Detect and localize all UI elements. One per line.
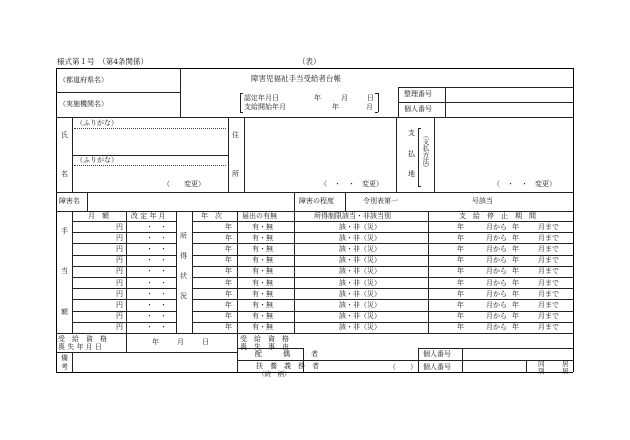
income-year-cell: 年	[225, 300, 232, 309]
payment-start-label: 支給開始年月	[244, 103, 286, 111]
suspension-period-cell: 月まで	[538, 222, 559, 231]
income-limit-cell: 該・非（災）	[339, 323, 381, 332]
income-year-cell: 年	[225, 289, 232, 298]
notification-cell: 有・無	[252, 233, 273, 242]
year-unit: 年	[152, 338, 159, 346]
loss-date-label: 喪 失 年 月 日	[58, 343, 102, 351]
notification-cell: 有・無	[252, 267, 273, 276]
suspension-period-cell: 月から	[486, 222, 507, 231]
divider	[72, 221, 176, 222]
payment-method-label: （支払方法）	[421, 132, 430, 171]
income-limit-cell: 該・非（災）	[339, 267, 381, 276]
suspension-period-cell: 月まで	[538, 312, 559, 321]
furigana-rule	[74, 128, 226, 129]
supporter-personal-number-label: 個人番号	[423, 363, 451, 371]
suspension-period-cell: 月から	[486, 233, 507, 242]
suspension-period-cell: 月から	[486, 244, 507, 253]
suspension-period-cell: 年	[512, 222, 519, 231]
notification-cell: 有・無	[252, 312, 273, 321]
divider	[345, 192, 346, 211]
suspension-period-cell: 月まで	[538, 244, 559, 253]
revision-date-cell: ・ ・	[146, 300, 167, 309]
suspension-period-cell: 年	[512, 312, 519, 321]
name-label: 氏	[61, 131, 68, 139]
notification-cell: 有・無	[252, 222, 273, 231]
suspension-period-cell: 年	[512, 244, 519, 253]
divider	[294, 192, 295, 211]
revision-date-cell: ・ ・	[146, 278, 167, 287]
bracket	[240, 112, 243, 113]
supporter-label: 扶 養 義 務 者	[256, 362, 319, 370]
notification-cell: 有・無	[252, 323, 273, 332]
divider	[428, 211, 429, 333]
revision-date-cell: ・ ・	[146, 222, 167, 231]
suspension-period-cell: 年	[457, 312, 464, 321]
monthly-amount-cell: 円	[116, 244, 123, 253]
remarks-field[interactable]	[73, 353, 237, 372]
divider	[192, 221, 573, 222]
bracket	[418, 186, 421, 187]
notification-cell: 有・無	[252, 278, 273, 287]
suspension-period-cell: 年	[457, 233, 464, 242]
year-unit: 年	[314, 94, 321, 102]
suspension-period-cell: 年	[512, 323, 519, 332]
payment-place-label: 払	[408, 150, 415, 158]
income-limit-cell: 該・非（災）	[339, 233, 381, 242]
border-bottom	[56, 372, 573, 373]
income-year-cell: 年	[225, 267, 232, 276]
month-unit: 月	[366, 103, 373, 111]
divider	[180, 68, 181, 117]
item-suffix: 号該当	[472, 197, 493, 205]
monthly-amount-cell: 円	[116, 289, 123, 298]
income-side-label: 状	[180, 272, 187, 280]
suspension-period-cell: 年	[457, 300, 464, 309]
income-side-label: 得	[180, 252, 187, 260]
divider	[228, 117, 229, 192]
revision-date-cell: ・ ・	[146, 312, 167, 321]
monthly-amount-cell: 円	[116, 267, 123, 276]
row-rule	[72, 277, 176, 278]
suspension-period-cell: 年	[512, 267, 519, 276]
allowance-side-label: 手	[61, 227, 68, 235]
income-side-label: 所	[180, 232, 187, 240]
suspension-period-cell: 年	[512, 278, 519, 287]
income-limit-cell: 該・非（災）	[339, 312, 381, 321]
income-limit-cell: 該・非（災）	[339, 289, 381, 298]
day-unit: 日	[202, 338, 209, 346]
monthly-amount-cell: 円	[116, 233, 123, 242]
disability-degree-label: 障害の程度	[299, 197, 334, 205]
furigana-label: （ふりがな）	[76, 119, 118, 127]
day-unit: 日	[367, 94, 374, 102]
separate-label: 別	[538, 367, 545, 375]
monthly-amount-cell: 円	[116, 222, 123, 231]
payment-place-label: 地	[408, 170, 415, 178]
revision-date-cell: ・ ・	[146, 233, 167, 242]
income-limit-cell: 該・非（災）	[339, 278, 381, 287]
border-top	[56, 68, 573, 69]
divider	[237, 211, 238, 333]
notification-cell: 有・無	[252, 300, 273, 309]
payment-place-label: 支	[408, 129, 415, 137]
divider	[294, 211, 295, 333]
separate-label: 居	[562, 367, 569, 375]
divider	[418, 348, 419, 372]
suspension-period-cell: 月から	[486, 312, 507, 321]
income-year-cell: 年	[225, 256, 232, 265]
border-right	[573, 68, 574, 372]
reference-number-field[interactable]	[446, 88, 573, 102]
income-year-cell: 年	[225, 278, 232, 287]
suspension-period-cell: 月から	[486, 267, 507, 276]
revision-date-cell: ・ ・	[146, 256, 167, 265]
col-notification: 届出の有無	[242, 212, 277, 220]
suspension-period-cell: 年	[457, 256, 464, 265]
suspension-period-cell: 月から	[486, 256, 507, 265]
suspension-period-cell: 月まで	[538, 278, 559, 287]
notification-cell: 有・無	[252, 289, 273, 298]
name-field[interactable]	[73, 130, 228, 154]
income-limit-cell: 該・非（災）	[339, 222, 381, 231]
cohabiting-label: 同	[538, 360, 545, 368]
remarks-label: 備	[61, 354, 68, 362]
income-year-cell: 年	[225, 233, 232, 242]
income-year-cell: 年	[225, 222, 232, 231]
suspension-period-cell: 月から	[486, 278, 507, 287]
bracket	[375, 112, 378, 113]
form-side-label: （表）	[298, 57, 321, 66]
suspension-period-cell: 月まで	[538, 267, 559, 276]
suspension-period-cell: 月まで	[538, 300, 559, 309]
divider	[396, 117, 397, 192]
suspension-period-cell: 年	[457, 289, 464, 298]
ledger-title: 障害児福祉手当受給者台帳	[251, 74, 341, 83]
payment-change-note: （ ・ ・ 変更）	[493, 180, 556, 188]
col-year: 年 次	[201, 212, 222, 220]
divider	[72, 211, 73, 333]
suspension-period-cell: 月まで	[538, 323, 559, 332]
spouse-personal-number-label: 個人番号	[423, 350, 451, 358]
loss-reason-label: 受 給 資 格	[240, 335, 289, 343]
suspension-period-cell: 月から	[486, 300, 507, 309]
month-unit: 月	[177, 338, 184, 346]
prefecture-label: （都道府県名）	[59, 76, 108, 84]
monthly-amount-cell: 円	[116, 278, 123, 287]
suspension-period-cell: 年	[457, 323, 464, 332]
revision-date-cell: ・ ・	[146, 323, 167, 332]
suspension-period-cell: 月から	[486, 323, 507, 332]
revision-date-cell: ・ ・	[146, 244, 167, 253]
address-label: 所	[232, 170, 239, 178]
month-unit: 月	[341, 94, 348, 102]
suspension-period-cell: 年	[457, 267, 464, 276]
cohabiting-label: 居	[562, 360, 569, 368]
income-limit-cell: 該・非（災）	[339, 244, 381, 253]
payment-place-field[interactable]	[435, 118, 573, 178]
suspension-period-cell: 年	[512, 256, 519, 265]
suspension-period-cell: 月まで	[538, 256, 559, 265]
address-change-note: （ ・ ・ 変更）	[320, 180, 383, 188]
suspension-period-cell: 年	[512, 289, 519, 298]
loss-date-label: 受 給 資 格	[58, 335, 107, 343]
bracket	[240, 93, 241, 112]
divider	[462, 348, 463, 372]
revision-date-cell: ・ ・	[146, 289, 167, 298]
furigana-label: （ふりがな）	[76, 156, 118, 164]
divider	[237, 333, 238, 372]
suspension-period-cell: 年	[457, 278, 464, 287]
divider	[56, 92, 180, 93]
divider	[418, 348, 573, 349]
col-income-limit: 所得制限該当・非該当別	[314, 212, 391, 220]
allowance-side-label: 額	[61, 308, 68, 316]
address-field[interactable]	[245, 118, 396, 178]
suspension-period-cell: 年	[457, 244, 464, 253]
name-change-note: （ 変更）	[163, 180, 205, 188]
col-revision-date: 改 定 年 月	[131, 212, 166, 220]
suspension-period-cell: 月から	[486, 289, 507, 298]
suspension-period-cell: 年	[457, 222, 464, 231]
personal-number-field[interactable]	[446, 103, 573, 117]
suspension-period-cell: 年	[512, 300, 519, 309]
allowance-side-label: 当	[61, 267, 68, 275]
loss-reason-field[interactable]	[304, 334, 573, 348]
divider	[176, 211, 177, 333]
disability-name-label: 障害名	[59, 197, 80, 205]
col-suspension-period: 支 給 停 止 期 間	[459, 212, 536, 220]
col-monthly-amount: 月 額	[88, 212, 109, 220]
divider	[526, 360, 527, 372]
loss-reason-label: 喪 失 事 由	[240, 343, 289, 351]
border-left	[56, 68, 57, 372]
cert-date-label: 認定年月日	[244, 94, 279, 102]
suspension-period-cell: 月まで	[538, 289, 559, 298]
agency-label: （実施機関名）	[59, 100, 108, 108]
divider	[418, 128, 419, 186]
furigana-rule	[74, 165, 226, 166]
monthly-amount-cell: 円	[116, 312, 123, 321]
bracket	[375, 93, 378, 94]
name-label: 名	[61, 170, 68, 178]
relation-field: （ ）	[389, 363, 417, 371]
form-number: 様式第１号 （第4条関係）	[57, 57, 149, 66]
bracket	[418, 128, 421, 129]
suspension-period-cell: 月まで	[538, 233, 559, 242]
personal-number-label: 個人番号	[404, 105, 432, 113]
table-reference: 令別表第一	[363, 197, 398, 205]
income-limit-cell: 該・非（災）	[339, 256, 381, 265]
income-year-cell: 年	[225, 312, 232, 321]
relation-label: （続 柄）	[258, 370, 291, 378]
remarks-label: 考	[61, 363, 68, 371]
monthly-amount-cell: 円	[116, 300, 123, 309]
divider	[237, 360, 573, 361]
revision-date-cell: ・ ・	[146, 267, 167, 276]
spouse-label: 配 偶 者	[255, 350, 318, 358]
address-label: 住	[232, 131, 239, 139]
row-rule	[192, 277, 573, 278]
income-limit-cell: 該・非（災）	[339, 300, 381, 309]
disability-name-field[interactable]	[88, 193, 294, 211]
divider	[192, 211, 193, 333]
income-side-label: 況	[180, 292, 187, 300]
suspension-period-cell: 年	[512, 233, 519, 242]
monthly-amount-cell: 円	[116, 323, 123, 332]
bracket	[240, 93, 243, 94]
divider	[126, 211, 127, 333]
monthly-amount-cell: 円	[116, 256, 123, 265]
income-year-cell: 年	[225, 323, 232, 332]
notification-cell: 有・無	[252, 256, 273, 265]
reference-number-label: 整理番号	[404, 90, 432, 98]
income-year-cell: 年	[225, 244, 232, 253]
year-unit: 年	[332, 103, 339, 111]
bracket	[378, 93, 379, 112]
notification-cell: 有・無	[252, 244, 273, 253]
divider	[126, 333, 127, 352]
